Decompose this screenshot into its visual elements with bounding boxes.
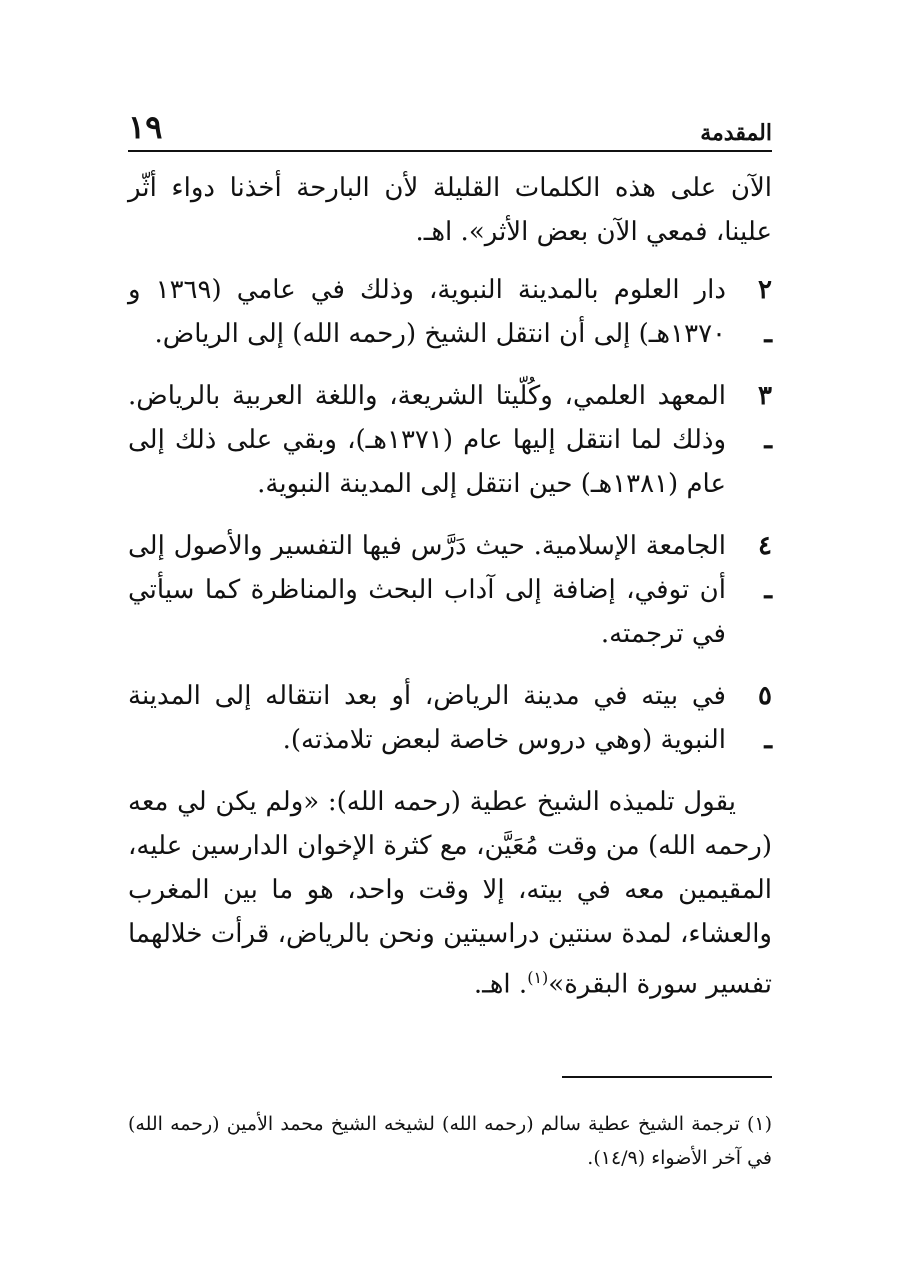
lead-paragraph: الآن على هذه الكلمات القليلة لأن البارحة أخذنا دواء أثّر علينا، فمعي الآن بعض الأثر». اهـ.	[128, 173, 772, 247]
footnote-reference: (١)	[527, 968, 549, 987]
item-number: ٤ ـ	[758, 531, 772, 605]
footnote-rule	[562, 1076, 772, 1078]
quote-text: يقول تلميذه الشيخ عطية (رحمه الله): «ولم يكن لي معه (رحمه الله) من وقت مُعَيَّن، مع كثرة الإخوان الدارسين عليه، المقيمين معه في بيته، إلا وقت واحد، هو ما بين المغرب والعشاء، لمدة سنتين دراسيتين ونحن بالرياض، قرأت خلالهما تفسير سورة البقرة»	[128, 787, 772, 1000]
item-number: ٥ ـ	[758, 681, 772, 755]
list-item	[128, 674, 772, 762]
item-text: الجامعة الإسلامية. حيث دَرَّس فيها التفسير والأصول إلى أن توفي، إضافة إلى آداب البحث والمناظرة كما سيأتي في ترجمته.	[128, 531, 726, 649]
item-number: ٢ ـ	[758, 275, 772, 349]
header-rule	[128, 150, 772, 152]
list-item	[128, 268, 772, 356]
list-item	[128, 374, 772, 506]
item-text: في بيته في مدينة الرياض، أو بعد انتقاله إلى المدينة النبوية (وهي دروس خاصة لبعض تلامذته).	[128, 681, 726, 755]
item-text: دار العلوم بالمدينة النبوية، وذلك في عامي (١٣٦٩ و ١٣٧٠هـ) إلى أن انتقل الشيخ (رحمه الله) إلى الرياض.	[128, 275, 726, 349]
running-title: المقدمة	[700, 120, 772, 146]
item-text: المعهد العلمي، وكُلّيتا الشريعة، واللغة العربية بالرياض. وذلك لما انتقل إليها عام (١٣٧١هـ)، وبقي على ذلك إلى عام (١٣٨١هـ) حين انتقل إلى المدينة النبوية.	[128, 381, 727, 499]
footnote: (١) ترجمة الشيخ عطية سالم (رحمه الله) لشيخه الشيخ محمد الأمين (رحمه الله) في آخر الأضواء (١٤/٩).	[128, 1113, 772, 1169]
list-item	[128, 524, 772, 656]
main-text	[128, 166, 772, 1007]
page-header	[128, 106, 772, 146]
item-number: ٣ ـ	[758, 381, 772, 455]
quote-tail: . اهـ.	[473, 969, 528, 1000]
page-number: ١٩	[128, 108, 163, 146]
quote-paragraph	[128, 780, 772, 1007]
